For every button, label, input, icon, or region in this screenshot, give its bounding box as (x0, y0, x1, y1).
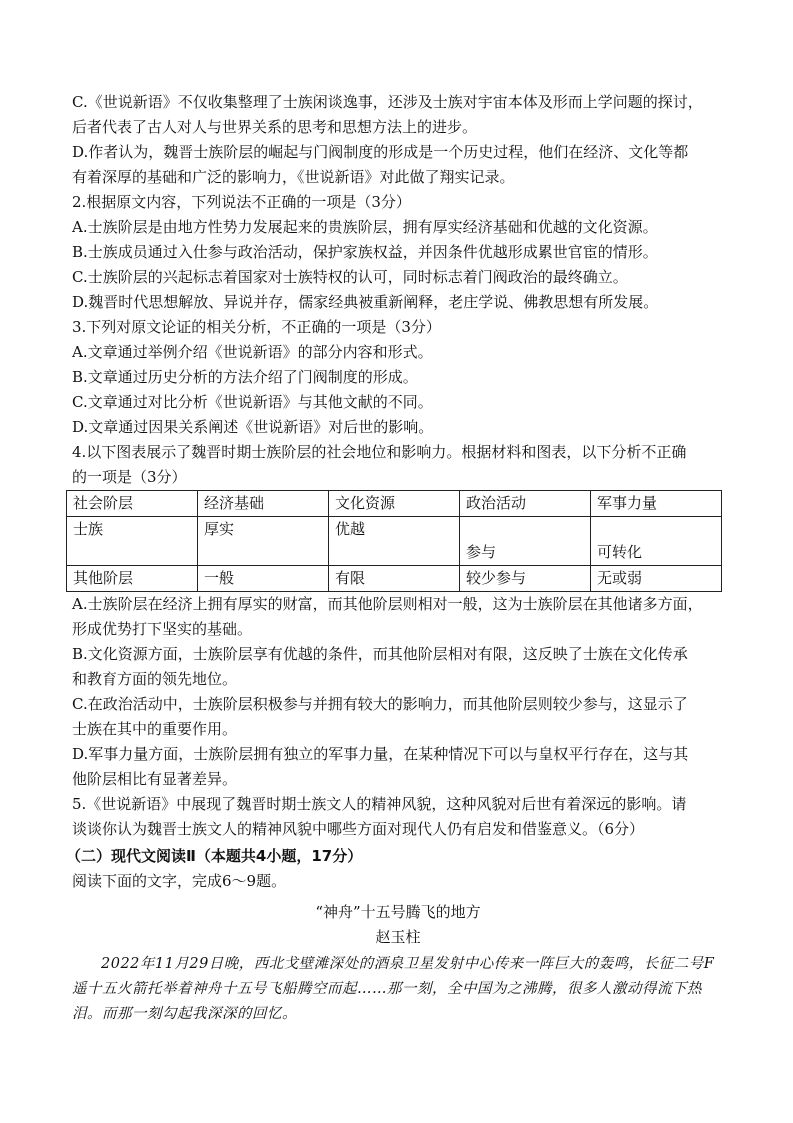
q2-option-b: B.士族成员通过入仕参与政治活动，保护家族权益，并因条件优越形成累世官宦的情形。 (72, 243, 658, 261)
question-4 (72, 440, 724, 792)
table-cell: 其他阶层 (67, 566, 198, 592)
table-cell: 参与 (460, 517, 591, 566)
table-header-cell: 政治活动 (460, 491, 591, 517)
q1-option-c-line2: 后者代表了古人对人与世界关系的思考和思想方法上的进步。 (72, 118, 478, 136)
q1-option-c (72, 90, 724, 140)
q2-option-c: C.士族阶层的兴起标志着国家对士族特权的认可，同时标志着门阀政治的最终确立。 (72, 268, 628, 286)
table-row (67, 566, 722, 592)
q3-option-b: B.文章通过历史分析的方法介绍了门阀制度的形成。 (72, 368, 418, 386)
question-5 (72, 792, 724, 842)
table-header-cell: 文化资源 (329, 491, 460, 517)
q1-option-d-line1: D.作者认为，魏晋士族阶层的崛起与门阀制度的形成是一个历史过程，他们在经济、文化等都 (72, 143, 689, 161)
question-2 (72, 190, 724, 315)
q4-stem-line2: 的一项是（3分） (72, 468, 187, 486)
q3-option-d: D.文章通过因果关系阐述《世说新语》对后世的影响。 (72, 418, 434, 436)
social-class-table (66, 490, 722, 592)
table-header-cell: 经济基础 (198, 491, 329, 517)
q1-option-c-line1: C.《世说新语》不仅收集整理了士族闲谈逸事，还涉及士族对宇宙本体及形而上学问题的探讨， (72, 93, 703, 111)
table-cell: 优越 (329, 517, 460, 566)
table-cell: 较少参与 (460, 566, 591, 592)
q4-option-a-line2: 形成优势打下坚实的基础。 (72, 620, 253, 638)
q5-line2: 谈谈你认为魏晋士族文人的精神风貌中哪些方面对现代人仍有启发和借鉴意义。（6分） (72, 820, 645, 838)
q1-option-d-line2: 有着深厚的基础和广泛的影响力，《世说新语》对此做了翔实记录。 (72, 168, 515, 186)
section-2 (66, 844, 724, 1027)
q1-option-d (72, 140, 724, 190)
table-header-row (67, 491, 722, 517)
q3-option-c: C.文章通过对比分析《世说新语》与其他文献的不同。 (72, 393, 433, 411)
table-cell: 厚实 (198, 517, 329, 566)
q4-option-c-line2: 士族在其中的重要作用。 (72, 720, 238, 738)
q2-stem: 2.根据原文内容，下列说法不正确的一项是（3分） (72, 193, 411, 211)
q4-option-b-line1: B.文化资源方面，士族阶层享有优越的条件，而其他阶层相对有限，这反映了士族在文化传承 (72, 645, 688, 663)
section-heading: （二）现代文阅读Ⅱ（本题共4小题，17分） (66, 847, 363, 865)
q5-line1: 5.《世说新语》中展现了魏晋时期士族文人的精神风貌，这种风貌对后世有着深远的影响。请 (72, 795, 687, 813)
q4-option-c-line1: C.在政治活动中，士族阶层积极参与并拥有较大的影响力，而其他阶层则较少参与，这显示了 (72, 695, 688, 713)
table-cell: 无或弱 (591, 566, 722, 592)
q4-option-d-line1: D.军事力量方面，士族阶层拥有独立的军事力量，在某种情况下可以与皇权平行存在，这与其 (72, 745, 689, 763)
q4-stem-line1: 4.以下图表展示了魏晋时期士族阶层的社会地位和影响力。根据材料和图表，以下分析不正确 (72, 443, 687, 461)
q4-option-d-line2: 他阶层相比有显著差异。 (72, 770, 238, 788)
table-header-cell: 军事力量 (591, 491, 722, 517)
table-row (67, 517, 722, 566)
exam-page (66, 90, 724, 1027)
question-3 (72, 315, 724, 440)
q4-option-a-line1: A.士族阶层在经济上拥有厚实的财富，而其他阶层则相对一般，这为士族阶层在其他诸多方面， (72, 595, 703, 613)
table-cell: 可转化 (591, 517, 722, 566)
table-cell: 有限 (329, 566, 460, 592)
q2-option-a: A.士族阶层是由地方性势力发展起来的贵族阶层，拥有厚实经济基础和优越的文化资源。 (72, 218, 658, 236)
q4-option-b-line2: 和教育方面的领先地位。 (72, 670, 238, 688)
article-passage: 2022年11月29日晚，西北戈壁滩深处的酒泉卫星发射中心传来一阵巨大的轰鸣，长征二号F遥十五火箭托举着神舟十五号飞船腾空而起……那一刻，全中国为之沸腾，很多人激动得流下热泪。而那一刻勾起我深深的回忆。 (72, 956, 715, 1022)
section-instruction: 阅读下面的文字，完成6～9题。 (72, 872, 287, 890)
q3-option-a: A.文章通过举例介绍《世说新语》的部分内容和形式。 (72, 343, 433, 361)
q3-stem: 3.下列对原文论证的相关分析，不正确的一项是（3分） (72, 318, 441, 336)
table-cell: 一般 (198, 566, 329, 592)
article-author: 赵玉柱 (375, 928, 421, 946)
table-cell: 士族 (67, 517, 198, 566)
table-header-cell: 社会阶层 (67, 491, 198, 517)
q2-option-d: D.魏晋时代思想解放、异说并存，儒家经典被重新阐释，老庄学说、佛教思想有所发展。 (72, 293, 659, 311)
article-title: “神舟”十五号腾飞的地方 (315, 903, 481, 921)
